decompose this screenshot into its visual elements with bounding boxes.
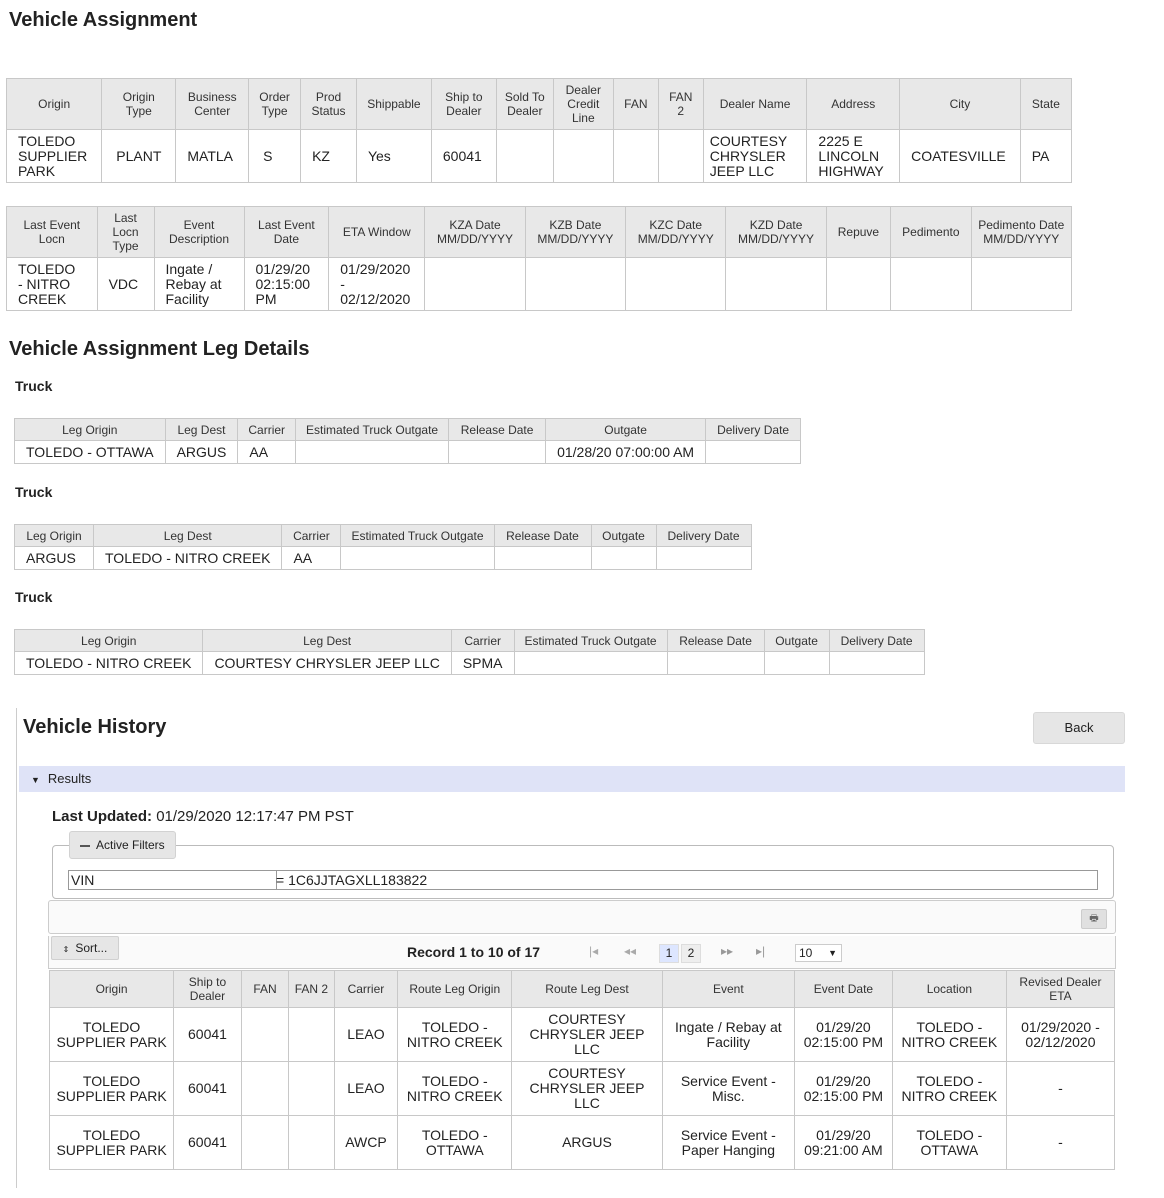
- table-row: [50, 1116, 1115, 1170]
- col-header: Release Date: [449, 419, 546, 441]
- cell: COURTESY CHRYSLER JEEP LLC: [203, 652, 451, 675]
- col-header: Last Locn Type: [97, 207, 154, 258]
- cell: [241, 1116, 288, 1170]
- active-filters-label: Active Filters: [96, 838, 165, 852]
- col-header: FAN 2: [658, 79, 703, 130]
- cell: 2225 E LINCOLN HIGHWAY: [807, 130, 900, 183]
- cell: S: [249, 130, 301, 183]
- col-header: Release Date: [667, 630, 764, 652]
- table-row: [7, 130, 1072, 183]
- cell: TOLEDO - OTTAWA: [398, 1116, 512, 1170]
- col-header: KZD Date MM/DD/YYYY: [726, 207, 826, 258]
- last-page-icon[interactable]: ▸|: [756, 944, 766, 958]
- cell: MATLA: [176, 130, 249, 183]
- cell: -: [1006, 1116, 1114, 1170]
- next-page-icon[interactable]: ▸▸: [721, 944, 734, 958]
- cell: [496, 130, 553, 183]
- col-header: Outgate: [764, 630, 829, 652]
- cell: [626, 258, 726, 311]
- col-header: Carrier: [282, 525, 341, 547]
- cell: ARGUS: [512, 1116, 662, 1170]
- col-header: Origin: [7, 79, 102, 130]
- col-header: Dealer Name: [703, 79, 807, 130]
- results-label: Results: [47, 771, 92, 786]
- col-header: Leg Dest: [203, 630, 451, 652]
- cell: TOLEDO - NITRO CREEK: [7, 258, 98, 311]
- col-header: Outgate: [591, 525, 656, 547]
- cell: [241, 1008, 288, 1062]
- col-header: Last Event Locn: [7, 207, 98, 258]
- cell: [764, 652, 829, 675]
- col-header: Event Date: [794, 971, 892, 1008]
- leg-details-title: Vehicle Assignment Leg Details: [9, 338, 310, 360]
- cell: [449, 441, 546, 464]
- filter-key: VIN: [69, 871, 277, 889]
- cell: [971, 258, 1071, 311]
- cell: [553, 130, 613, 183]
- col-header: Release Date: [494, 525, 591, 547]
- col-header: Outgate: [546, 419, 706, 441]
- history-table: [49, 970, 1115, 1170]
- cell: [656, 547, 751, 570]
- cell: [241, 1062, 288, 1116]
- leg-table: [14, 418, 801, 464]
- cell: AWCP: [334, 1116, 398, 1170]
- col-header: KZC Date MM/DD/YYYY: [626, 207, 726, 258]
- col-header: FAN: [613, 79, 658, 130]
- leg-type-label: Truck: [15, 484, 53, 500]
- print-icon[interactable]: 🖶: [1081, 909, 1107, 929]
- col-header: Prod Status: [301, 79, 357, 130]
- cell: TOLEDO SUPPLIER PARK: [50, 1008, 174, 1062]
- active-filters-toggle[interactable]: [69, 831, 176, 859]
- page-title: Vehicle Assignment: [9, 9, 198, 31]
- col-header: Pedimento Date MM/DD/YYYY: [971, 207, 1071, 258]
- cell: 60041: [174, 1008, 242, 1062]
- sort-icon: ⇕: [62, 945, 70, 954]
- table-row: [15, 441, 801, 464]
- prev-page-icon[interactable]: ◂◂: [624, 944, 637, 958]
- record-count: Record 1 to 10 of 17: [407, 944, 541, 960]
- col-header: Sold To Dealer: [496, 79, 553, 130]
- filter-row: [68, 870, 1098, 890]
- last-updated-label: Last Updated:: [52, 808, 153, 825]
- page-2[interactable]: 2: [681, 944, 701, 963]
- vehicle-history-panel: [16, 708, 1127, 1188]
- cell: [289, 1116, 334, 1170]
- col-header: Carrier: [334, 971, 398, 1008]
- cell: 60041: [174, 1062, 242, 1116]
- back-button[interactable]: Back: [1033, 712, 1125, 744]
- col-header: Event: [662, 971, 794, 1008]
- cell: COURTESY CHRYSLER JEEP LLC: [703, 130, 807, 183]
- cell: 01/29/20 02:15:00 PM: [244, 258, 329, 311]
- cell: [494, 547, 591, 570]
- col-header: KZA Date MM/DD/YYYY: [425, 207, 525, 258]
- cell: [341, 547, 494, 570]
- cell: TOLEDO - NITRO CREEK: [94, 547, 282, 570]
- cell: 01/29/20 09:21:00 AM: [794, 1116, 892, 1170]
- cell: [658, 130, 703, 183]
- chevron-down-icon: ▼: [828, 948, 837, 958]
- cell: [829, 652, 924, 675]
- cell: TOLEDO - NITRO CREEK: [15, 652, 203, 675]
- sort-button[interactable]: [51, 936, 119, 960]
- col-header: Location: [892, 971, 1006, 1008]
- cell: PA: [1020, 130, 1071, 183]
- col-header: ETA Window: [329, 207, 425, 258]
- col-header: State: [1020, 79, 1071, 130]
- col-header: Order Type: [249, 79, 301, 130]
- cell: TOLEDO - OTTAWA: [892, 1116, 1006, 1170]
- active-filters-box: [52, 838, 1114, 899]
- cell: 01/29/20 02:15:00 PM: [794, 1008, 892, 1062]
- col-header: Delivery Date: [706, 419, 801, 441]
- col-header: Leg Origin: [15, 630, 203, 652]
- col-header: Shippable: [356, 79, 431, 130]
- cell: [296, 441, 449, 464]
- col-header: Ship to Dealer: [431, 79, 496, 130]
- cell: [425, 258, 525, 311]
- assignment-table: [6, 78, 1072, 183]
- collapse-triangle-icon: ▼: [31, 775, 40, 785]
- cell: COURTESY CHRYSLER JEEP LLC: [512, 1008, 662, 1062]
- cell: LEAO: [334, 1062, 398, 1116]
- col-header: Last Event Date: [244, 207, 329, 258]
- cell: 01/29/2020 - 02/12/2020: [329, 258, 425, 311]
- col-header: Carrier: [238, 419, 296, 441]
- table-row: [7, 258, 1072, 311]
- col-header: Delivery Date: [656, 525, 751, 547]
- col-header: Leg Origin: [15, 525, 94, 547]
- table-row: [50, 1062, 1115, 1116]
- cell: Yes: [356, 130, 431, 183]
- col-header: Origin: [50, 971, 174, 1008]
- cell: TOLEDO SUPPLIER PARK: [50, 1062, 174, 1116]
- per-page-select[interactable]: [795, 944, 842, 962]
- col-header: FAN: [241, 971, 288, 1008]
- cell: TOLEDO - NITRO CREEK: [892, 1008, 1006, 1062]
- col-header: Route Leg Dest: [512, 971, 662, 1008]
- col-header: Route Leg Origin: [398, 971, 512, 1008]
- cell: Service Event - Paper Hanging: [662, 1116, 794, 1170]
- col-header: Origin Type: [102, 79, 176, 130]
- last-updated: [52, 808, 354, 825]
- event-table: [6, 206, 1072, 311]
- col-header: KZB Date MM/DD/YYYY: [525, 207, 625, 258]
- per-page-value: 10: [799, 946, 813, 960]
- cell: PLANT: [102, 130, 176, 183]
- cell: [289, 1062, 334, 1116]
- cell: [667, 652, 764, 675]
- cell: TOLEDO - OTTAWA: [15, 441, 166, 464]
- col-header: Leg Dest: [94, 525, 282, 547]
- cell: TOLEDO - NITRO CREEK: [398, 1008, 512, 1062]
- col-header: Leg Dest: [165, 419, 238, 441]
- first-page-icon[interactable]: |◂: [589, 944, 599, 958]
- cell: TOLEDO - NITRO CREEK: [892, 1062, 1006, 1116]
- cell: [591, 547, 656, 570]
- cell: [289, 1008, 334, 1062]
- vehicle-history-title: Vehicle History: [23, 716, 167, 738]
- cell: [726, 258, 826, 311]
- cell: AA: [238, 441, 296, 464]
- grid-toolbar: [48, 900, 1116, 934]
- leg-table: [14, 524, 752, 570]
- col-header: City: [900, 79, 1021, 130]
- col-header: FAN 2: [289, 971, 334, 1008]
- cell: TOLEDO SUPPLIER PARK: [50, 1116, 174, 1170]
- cell: Ingate / Rebay at Facility: [662, 1008, 794, 1062]
- cell: Service Event - Misc.: [662, 1062, 794, 1116]
- cell: 01/29/2020 - 02/12/2020: [1006, 1008, 1114, 1062]
- cell: AA: [282, 547, 341, 570]
- cell: VDC: [97, 258, 154, 311]
- col-header: Event Description: [154, 207, 244, 258]
- cell: COURTESY CHRYSLER JEEP LLC: [512, 1062, 662, 1116]
- pager-bar: [48, 936, 1116, 969]
- cell: LEAO: [334, 1008, 398, 1062]
- cell: Ingate / Rebay at Facility: [154, 258, 244, 311]
- cell: SPMA: [451, 652, 514, 675]
- cell: [891, 258, 971, 311]
- results-header[interactable]: [19, 766, 1125, 792]
- col-header: Estimated Truck Outgate: [514, 630, 667, 652]
- col-header: Ship to Dealer: [174, 971, 242, 1008]
- table-row: [15, 652, 925, 675]
- cell: 01/28/20 07:00:00 AM: [546, 441, 706, 464]
- col-header: Estimated Truck Outgate: [296, 419, 449, 441]
- table-row: [15, 547, 752, 570]
- leg-type-label: Truck: [15, 378, 53, 394]
- cell: KZ: [301, 130, 357, 183]
- sort-label: Sort...: [75, 941, 108, 955]
- cell: [706, 441, 801, 464]
- col-header: Business Center: [176, 79, 249, 130]
- cell: COATESVILLE: [900, 130, 1021, 183]
- cell: [514, 652, 667, 675]
- col-header: Dealer Credit Line: [553, 79, 613, 130]
- col-header: Leg Origin: [15, 419, 166, 441]
- filter-value: = 1C6JJTAGXLL183822: [276, 872, 428, 888]
- cell: TOLEDO - NITRO CREEK: [398, 1062, 512, 1116]
- cell: [826, 258, 890, 311]
- last-updated-value: 01/29/2020 12:17:47 PM PST: [156, 808, 354, 825]
- table-row: [50, 1008, 1115, 1062]
- cell: 60041: [431, 130, 496, 183]
- cell: [525, 258, 625, 311]
- cell: 01/29/20 02:15:00 PM: [794, 1062, 892, 1116]
- col-header: Address: [807, 79, 900, 130]
- col-header: Repuve: [826, 207, 890, 258]
- minus-icon: [80, 845, 90, 847]
- col-header: Delivery Date: [829, 630, 924, 652]
- cell: ARGUS: [165, 441, 238, 464]
- cell: 60041: [174, 1116, 242, 1170]
- leg-table: [14, 629, 925, 675]
- cell: TOLEDO SUPPLIER PARK: [7, 130, 102, 183]
- col-header: Revised Dealer ETA: [1006, 971, 1114, 1008]
- cell: -: [1006, 1062, 1114, 1116]
- col-header: Pedimento: [891, 207, 971, 258]
- page-1[interactable]: 1: [659, 944, 679, 963]
- col-header: Carrier: [451, 630, 514, 652]
- leg-type-label: Truck: [15, 589, 53, 605]
- cell: ARGUS: [15, 547, 94, 570]
- col-header: Estimated Truck Outgate: [341, 525, 494, 547]
- cell: [613, 130, 658, 183]
